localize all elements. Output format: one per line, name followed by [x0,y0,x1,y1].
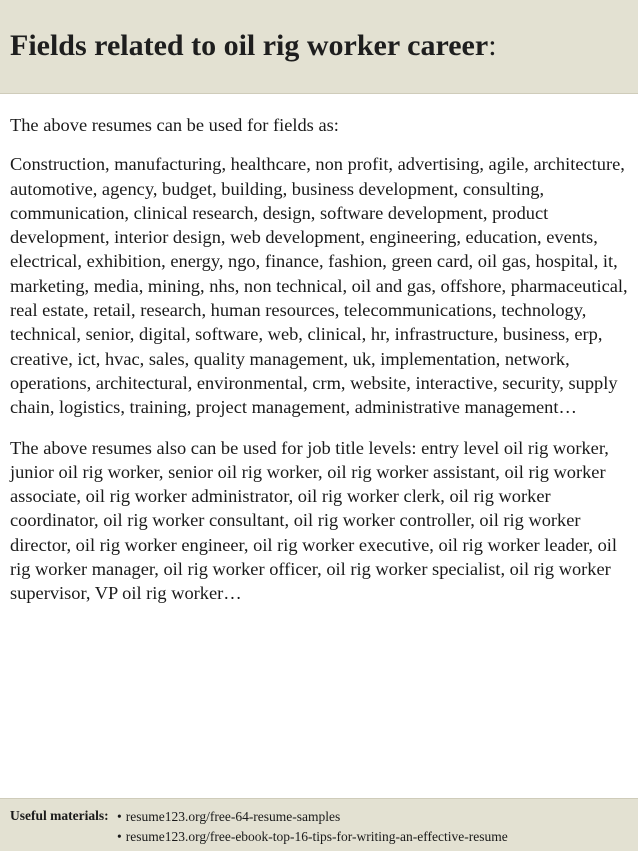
useful-materials-links [117,807,508,847]
page-title [10,28,497,64]
bullet-icon: • [117,809,122,824]
job-levels-text: The above resumes also can be used for job title levels: entry level oil rig worker, junior oil rig worker, senior oil rig worker, oil rig worker assistant, oil rig worker associate, oil rig worker administrator, oil rig worker clerk, oil rig worker coordinator, oil rig worker consultant, oil rig worker controller, oil rig worker director, oil rig worker engineer, oil rig worker executive, oil rig worker leader, oil rig worker manager, oil rig worker officer, oil rig worker specialist, oil rig worker supervisor, VP oil rig worker… [10,437,618,604]
header-band [0,0,638,94]
page-title-colon: : [488,29,497,62]
fields-list-text: Construction, manufacturing, healthcare, non profit, advertising, agile, architecture, automotive, agency, budget, building, business development, consulting, communication, clinical research, design, software development, product development, interior design, web development, engineering, education, events, electrical, exhibition, energy, ngo, finance, fashion, green card, oil gas, hospital, it, marketing, media, mining, nhs, non technical, oil and gas, offshore, pharmaceutical, real estate, retail, research, human resources, telecommunications, technology, technical, senior, digital, software, web, clinical, hr, infrastructure, business, erp, creative, ict, hvac, sales, quality management, uk, implementation, network, operations, architectural, environmental, crm, website, interactive, security, supply chain, logistics, training, project management, administrative management… [10,154,628,418]
main-content [10,113,630,606]
free-resume-samples-link[interactable] [117,807,508,827]
free-resume-samples-link-text: resume123.org/free-64-resume-samples [125,809,341,824]
free-ebook-tips-link-text: resume123.org/free-ebook-top-16-tips-for-writing-an-effective-resume [125,829,508,844]
useful-materials-label: Useful materials: [10,808,109,823]
free-ebook-tips-link[interactable] [117,827,508,847]
intro-text: The above resumes can be used for fields as: [10,115,339,135]
footer-band [0,798,638,851]
page-title-text: Fields related to oil rig worker career [10,29,489,62]
bullet-icon: • [117,829,122,844]
